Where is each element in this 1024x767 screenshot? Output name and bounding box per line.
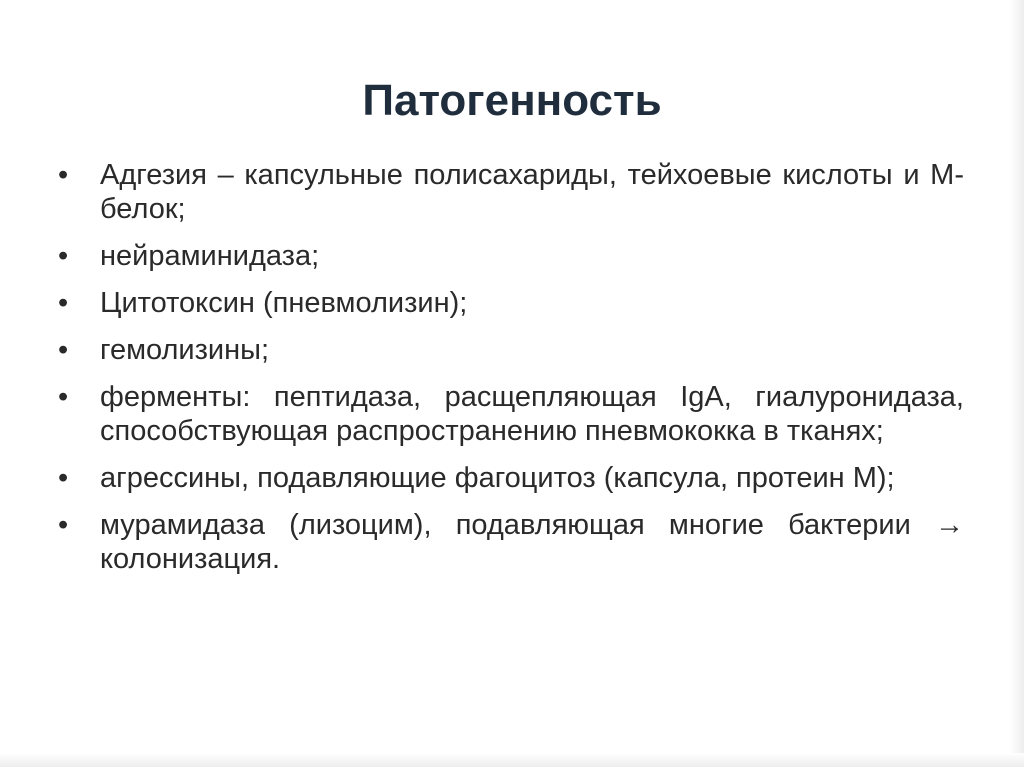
bullet-icon: • bbox=[58, 381, 69, 413]
list-item bbox=[58, 380, 964, 448]
list-item bbox=[58, 286, 964, 320]
list-item-text: Цитотоксин (пневмолизин); bbox=[100, 287, 468, 319]
list-item bbox=[58, 158, 964, 226]
list-item-text: мурамидаза (лизоцим), подавляющая многие бактерии → колонизация. bbox=[100, 509, 964, 575]
list-item bbox=[58, 508, 964, 576]
bullet-icon: • bbox=[58, 462, 69, 494]
list-item bbox=[58, 461, 964, 495]
bullet-icon: • bbox=[58, 159, 69, 191]
bullet-icon: • bbox=[58, 287, 69, 319]
list-item-text: гемолизины; bbox=[100, 334, 270, 366]
list-item bbox=[58, 239, 964, 273]
bullet-icon: • bbox=[58, 334, 69, 366]
list-item-text: ферменты: пептидаза, расщепляющая IgA, гиалуронидаза, способствующая распространению пневмококка в тканях; bbox=[100, 381, 964, 447]
list-item bbox=[58, 333, 964, 367]
slide-edge-shadow-right bbox=[1010, 0, 1024, 767]
bullet-icon: • bbox=[58, 509, 69, 541]
bullet-icon: • bbox=[58, 240, 69, 272]
slide-title: Патогенность bbox=[362, 76, 662, 125]
list-item-text: Адгезия – капсульные полисахариды, тейхоевые кислоты и М-белок; bbox=[100, 159, 964, 225]
slide-edge-shadow-bottom bbox=[0, 753, 1024, 767]
bullet-list bbox=[58, 158, 964, 589]
list-item-text: нейраминидаза; bbox=[100, 240, 320, 272]
list-item-text: агрессины, подавляющие фагоцитоз (капсула, протеин М); bbox=[100, 462, 895, 494]
